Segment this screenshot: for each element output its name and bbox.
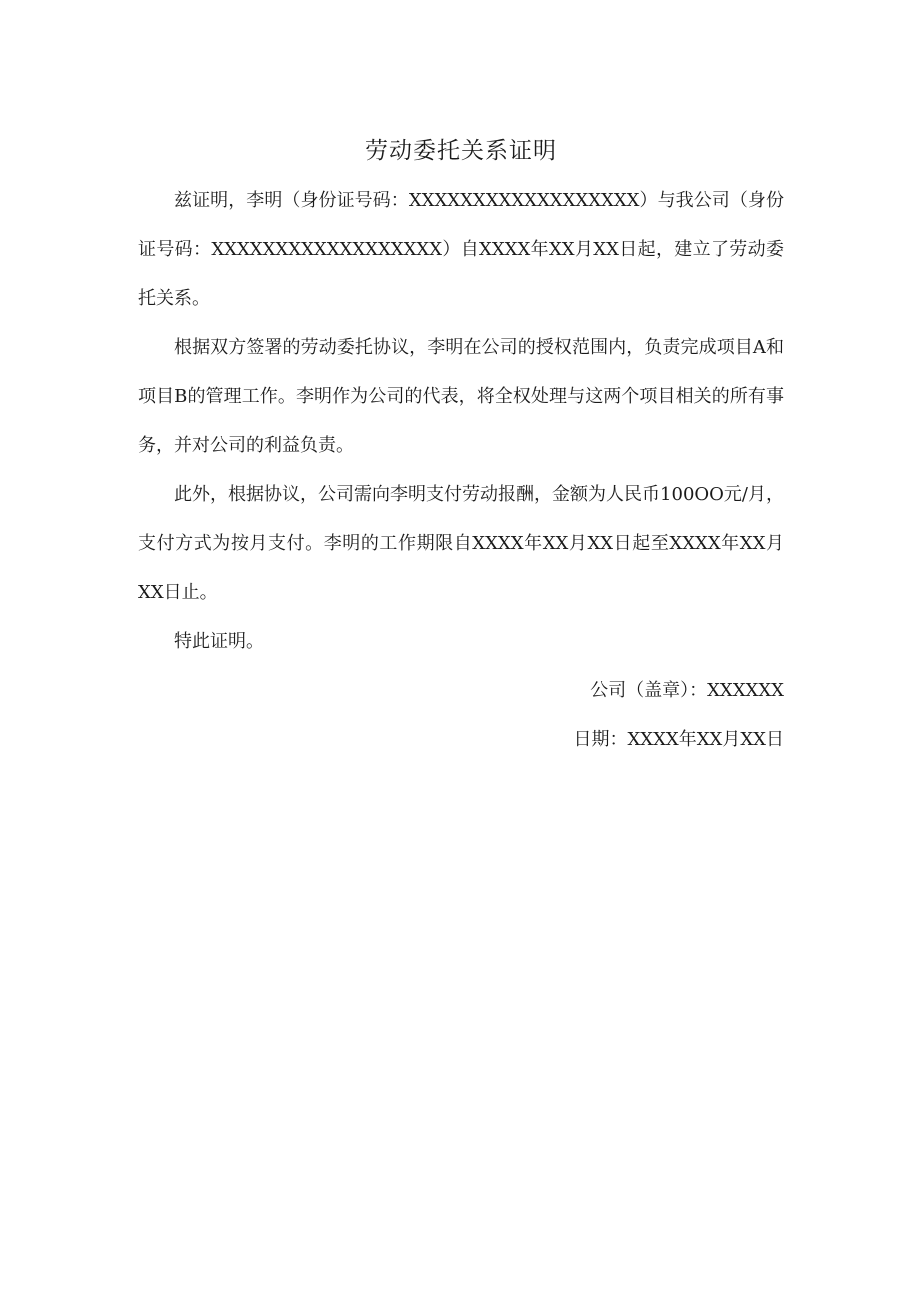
document-title: 劳动委托关系证明 — [365, 138, 557, 164]
paragraph-responsibilities: 根据双方签署的劳动委托协议，李明在公司的授权范围内，负责完成项目A和项目B的管理工作。李明作为公司的代表，将全权处理与这两个项目相关的所有事务，并对公司的利益负责。 — [138, 337, 784, 456]
paragraph-compensation: 此外，根据协议，公司需向李明支付劳动报酬，金额为人民币100OO元/月，支付方式为按月支付。李明的工作期限自XXXX年XX月XX日起至XXXX年XX月XX日止。 — [138, 484, 784, 603]
paragraph-closing: 特此证明。 — [174, 631, 264, 652]
company-seal-line: 公司（盖章）：XXXXXX — [590, 680, 784, 701]
date-line: 日期：XXXX年XX月XX日 — [573, 729, 784, 750]
paragraph-certification: 兹证明，李明（身份证号码：XXXXXXXXXXXXXXXXXX）与我公司（身份证号码：XXXXXXXXXXXXXXXXXX）自XXXX年XX月XX日起，建立了劳动委托关系。 — [138, 190, 784, 309]
document-body — [138, 128, 784, 764]
